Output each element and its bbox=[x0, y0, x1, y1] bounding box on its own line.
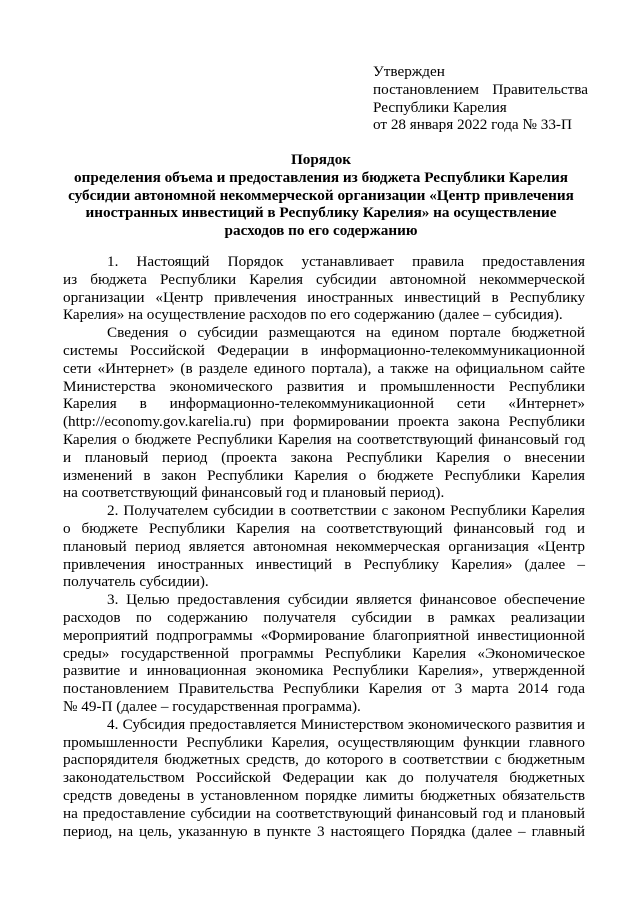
text-line: промышленности Республики Карелия, осуществляющим функции главного bbox=[63, 733, 585, 751]
text-line: сети «Интернет» (в разделе единого портала), а также на официальном сайте bbox=[63, 359, 585, 377]
paragraph-1 bbox=[63, 253, 585, 324]
text-line: организации «Центр привлечения иностранных инвестиций в Республику bbox=[63, 288, 585, 306]
paragraph-4 bbox=[63, 716, 585, 841]
text-line: 4. Субсидия предоставляется Министерством экономического развития и bbox=[107, 715, 585, 733]
text-line: № 49-П (далее – государственная программа). bbox=[63, 697, 361, 715]
text-line: системы Российской Федерации в информационно-телекоммуникационной bbox=[63, 341, 585, 359]
text-line: 3. Целью предоставления субсидии является финансовое обеспечение bbox=[107, 591, 585, 609]
text-line: Карелия о бюджете Республики Карелия на соответствующий финансовый год bbox=[63, 430, 585, 448]
title-line: иностранных инвестиций в Республику Карелия» на осуществление bbox=[85, 204, 557, 222]
text-line: Карелия в информационно-телекоммуникационной сети «Интернет» bbox=[63, 395, 585, 413]
document-body bbox=[63, 253, 585, 840]
text-line: расходов по содержанию получателя субсидии в рамках реализации bbox=[63, 608, 585, 626]
text-line: о бюджете Республики Карелия на соответствующий финансовый год и bbox=[63, 519, 585, 537]
text-line: на соответствующий финансовый год и плановый период). bbox=[63, 484, 445, 502]
text-line: мероприятий подпрограммы «Формирование благоприятной инвестиционной bbox=[63, 626, 585, 644]
text-line: на предоставление субсидии на соответствующий финансовый год и плановый bbox=[63, 804, 585, 822]
text-line: распорядителя бюджетных средств, до которого в соответствии с бюджетным bbox=[63, 751, 585, 769]
text-line: изменений в закон Республики Карелия о бюджете Республики Карелия bbox=[63, 466, 585, 484]
approval-line: Утвержден bbox=[373, 63, 445, 80]
title-heading: Порядок bbox=[290, 151, 352, 168]
text-line: среды» государственной программы Республики Карелия «Экономическое bbox=[63, 644, 585, 662]
text-line: законодательством Российской Федерации как до получателя бюджетных bbox=[63, 769, 585, 787]
document-title bbox=[62, 151, 580, 240]
paragraph-2 bbox=[63, 502, 585, 591]
approval-stamp bbox=[373, 63, 588, 134]
text-line: из бюджета Республики Карелия субсидии автономной некоммерческой bbox=[63, 270, 585, 288]
text-line: Министерства экономического развития и промышленности Республики bbox=[63, 377, 585, 395]
text-line: постановлением Правительства Республики Карелия от 3 марта 2014 года bbox=[63, 680, 585, 698]
text-line: получатель субсидии). bbox=[63, 573, 209, 591]
text-line: развитие и инновационная экономика Республики Карелия», утвержденной bbox=[63, 662, 585, 680]
text-line: 1. Настоящий Порядок устанавливает правила предоставления bbox=[107, 253, 585, 270]
text-line: период, на цель, указанную в пункте 3 настоящего Порядка (далее – главный bbox=[63, 822, 585, 840]
text-line: (http://economy.gov.karelia.ru) при формировании проекта закона Республики bbox=[63, 413, 585, 431]
text-line: Сведения о субсидии размещаются на едином портале бюджетной bbox=[107, 324, 585, 342]
approval-line: Республики Карелия bbox=[373, 98, 507, 116]
title-line: субсидии автономной некоммерческой организации «Центр привлечения bbox=[68, 186, 574, 204]
text-line: средств доведены в установленном порядке лимиты бюджетных обязательств bbox=[63, 786, 585, 804]
text-line: и плановый период (проекта закона Республики Карелия о внесении bbox=[63, 448, 585, 466]
title-line: расходов по его содержанию bbox=[224, 222, 418, 240]
paragraph-3 bbox=[63, 591, 585, 716]
text-line: Карелия» на осуществление расходов по его содержанию (далее – субсидия). bbox=[63, 306, 563, 324]
text-line: плановый период является автономная некоммерческая организация «Центр bbox=[63, 537, 585, 555]
approval-line: постановлением Правительства bbox=[373, 80, 588, 98]
text-line: привлечения иностранных инвестиций в Республику Карелия» (далее – bbox=[63, 555, 585, 573]
text-line: 2. Получателем субсидии в соответствии с законом Республики Карелия bbox=[107, 502, 585, 520]
title-line: определения объема и предоставления из бюджета Республики Карелия bbox=[74, 168, 568, 186]
approval-line: от 28 января 2022 года № 33-П bbox=[373, 116, 572, 134]
paragraph-1-info bbox=[63, 324, 585, 502]
